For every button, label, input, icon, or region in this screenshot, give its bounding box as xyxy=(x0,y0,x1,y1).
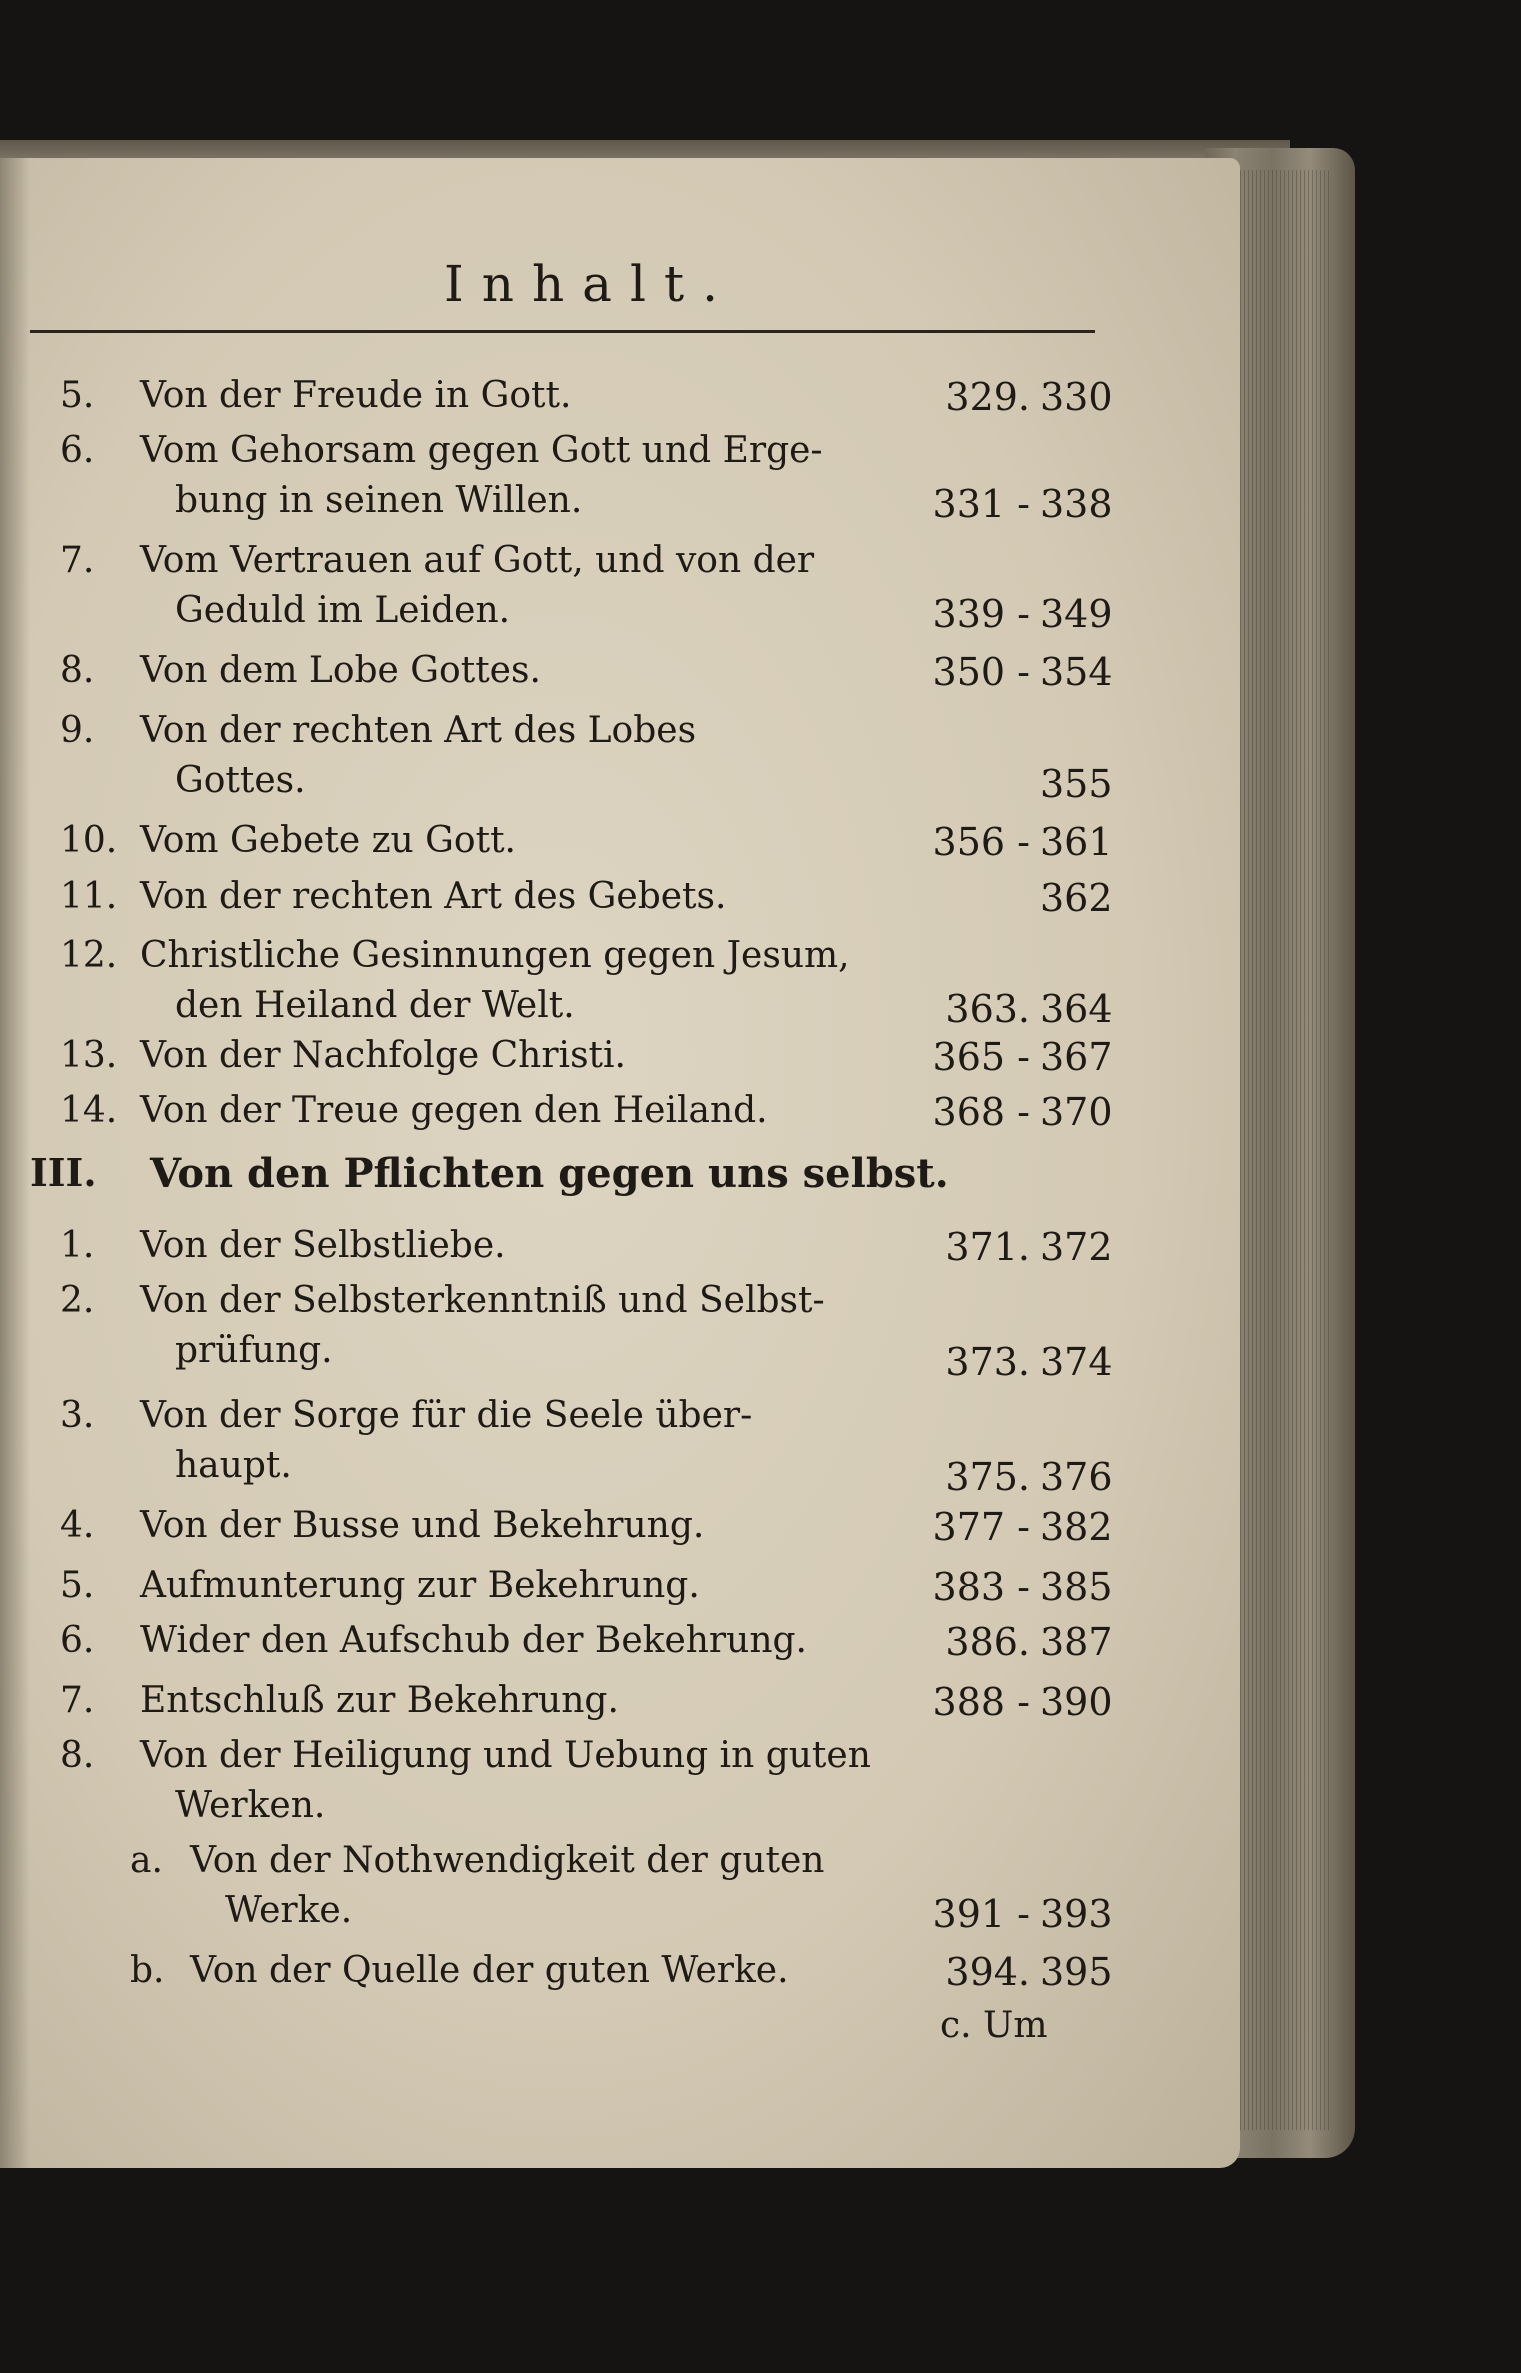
entry-title-line: Gottes. xyxy=(175,760,306,801)
page-range-end: 362 xyxy=(1040,876,1113,920)
page-range-end: 393 xyxy=(1040,1892,1113,1936)
gutter-shadow xyxy=(0,158,30,2168)
entry-title-line: Von der Nothwendigkeit der guten xyxy=(190,1840,825,1881)
entry-title-line: Christliche Gesinnungen gegen Jesum, xyxy=(140,935,850,976)
page-range-start: 365 - xyxy=(932,1035,1030,1079)
entry-number: 6. xyxy=(60,1620,95,1661)
page-range-end: 364 xyxy=(1040,987,1113,1031)
heading-rule xyxy=(30,330,1095,333)
page-range-end: 355 xyxy=(1040,762,1113,806)
entry-number: 7. xyxy=(60,540,95,581)
page-range-start: 368 - xyxy=(932,1090,1030,1134)
entry-title-line: Aufmunterung zur Bekehrung. xyxy=(140,1565,700,1606)
page-range-end: 361 xyxy=(1040,820,1113,864)
page-range-start: 373. xyxy=(945,1340,1030,1384)
section-number: III. xyxy=(30,1150,97,1195)
page-range-end: 382 xyxy=(1040,1505,1113,1549)
entry-number: 8. xyxy=(60,650,95,691)
entry-number: a. xyxy=(130,1840,163,1881)
page-range-start: 386. xyxy=(945,1620,1030,1664)
entry-number: 5. xyxy=(60,1565,95,1606)
page-range-end: 354 xyxy=(1040,650,1113,694)
page-range-start: 356 - xyxy=(932,820,1030,864)
catchword: c. Um xyxy=(940,2005,1048,2046)
entry-number: 2. xyxy=(60,1280,95,1321)
entry-title-line: Vom Gebete zu Gott. xyxy=(140,820,516,861)
entry-number: 9. xyxy=(60,710,95,751)
entry-title-line: Von der Nachfolge Christi. xyxy=(140,1035,626,1076)
entry-title-line: Geduld im Leiden. xyxy=(175,590,511,631)
page-range-start: 350 - xyxy=(932,650,1030,694)
entry-title-line: Von der Selbsterkenntniß und Selbst- xyxy=(140,1280,825,1321)
page-range-end: 330 xyxy=(1040,375,1113,419)
page-range-start: 377 - xyxy=(932,1505,1030,1549)
page-range-end: 367 xyxy=(1040,1035,1113,1079)
entry-title-line: Vom Vertrauen auf Gott, und von der xyxy=(140,540,815,581)
page-range-start: 375. xyxy=(945,1455,1030,1499)
page-range-end: 338 xyxy=(1040,482,1113,526)
entry-title-line: bung in seinen Willen. xyxy=(175,480,583,521)
entry-title-line: Wider den Aufschub der Bekehrung. xyxy=(140,1620,808,1661)
entry-number: 14. xyxy=(60,1090,118,1131)
entry-number: 3. xyxy=(60,1395,95,1436)
entry-title-line: Von der rechten Art des Gebets. xyxy=(140,876,727,917)
entry-title-line: Von der Selbstliebe. xyxy=(140,1225,506,1266)
entry-title-line: prüfung. xyxy=(175,1330,333,1371)
entry-title-line: Werke. xyxy=(225,1890,353,1931)
page-range-end: 387 xyxy=(1040,1620,1113,1664)
page-range-start: 391 - xyxy=(932,1892,1030,1936)
entry-title-line: Von der Freude in Gott. xyxy=(140,375,572,416)
entry-title-line: Von der Treue gegen den Heiland. xyxy=(140,1090,768,1131)
entry-title-line: Von der Sorge für die Seele über- xyxy=(140,1395,753,1436)
entry-number: 8. xyxy=(60,1735,95,1776)
entry-title-line: den Heiland der Welt. xyxy=(175,985,575,1026)
page-range-end: 370 xyxy=(1040,1090,1113,1134)
page-range-start: 388 - xyxy=(932,1680,1030,1724)
page-range-start: 329. xyxy=(945,375,1030,419)
entry-number: b. xyxy=(130,1950,165,1991)
entry-number: 1. xyxy=(60,1225,95,1266)
entry-title-line: haupt. xyxy=(175,1445,292,1486)
entry-number: 11. xyxy=(60,876,118,917)
page-range-end: 349 xyxy=(1040,592,1113,636)
page-range-end: 390 xyxy=(1040,1680,1113,1724)
page-range-end: 372 xyxy=(1040,1225,1113,1269)
entry-number: 10. xyxy=(60,820,118,861)
page-range-start: 394. xyxy=(945,1950,1030,1994)
entry-number: 5. xyxy=(60,375,95,416)
entry-title-line: Von der rechten Art des Lobes xyxy=(140,710,697,751)
page-range-end: 376 xyxy=(1040,1455,1113,1499)
page-range-end: 374 xyxy=(1040,1340,1113,1384)
entry-title-line: Werken. xyxy=(175,1785,326,1826)
entry-title-line: Entschluß zur Bekehrung. xyxy=(140,1680,619,1721)
page-heading: Inhalt. xyxy=(444,255,736,313)
entry-title-line: Von der Quelle der guten Werke. xyxy=(190,1950,789,1991)
page-range-start: 363. xyxy=(945,987,1030,1031)
page-range-start: 371. xyxy=(945,1225,1030,1269)
entry-number: 12. xyxy=(60,935,118,976)
entry-title-line: Von der Heiligung und Uebung in guten xyxy=(140,1735,871,1776)
page-range-start: 339 - xyxy=(932,592,1030,636)
entry-title-line: Von dem Lobe Gottes. xyxy=(140,650,541,691)
section-title: Von den Pflichten gegen uns selbst. xyxy=(150,1150,949,1197)
entry-number: 13. xyxy=(60,1035,118,1076)
page-range-end: 385 xyxy=(1040,1565,1113,1609)
page-range-end: 395 xyxy=(1040,1950,1113,1994)
page-range-start: 331 - xyxy=(932,482,1030,526)
entry-number: 4. xyxy=(60,1505,95,1546)
entry-number: 7. xyxy=(60,1680,95,1721)
entry-number: 6. xyxy=(60,430,95,471)
entry-title-line: Vom Gehorsam gegen Gott und Erge- xyxy=(140,430,823,471)
entry-title-line: Von der Busse und Bekehrung. xyxy=(140,1505,705,1546)
page-range-start: 383 - xyxy=(932,1565,1030,1609)
